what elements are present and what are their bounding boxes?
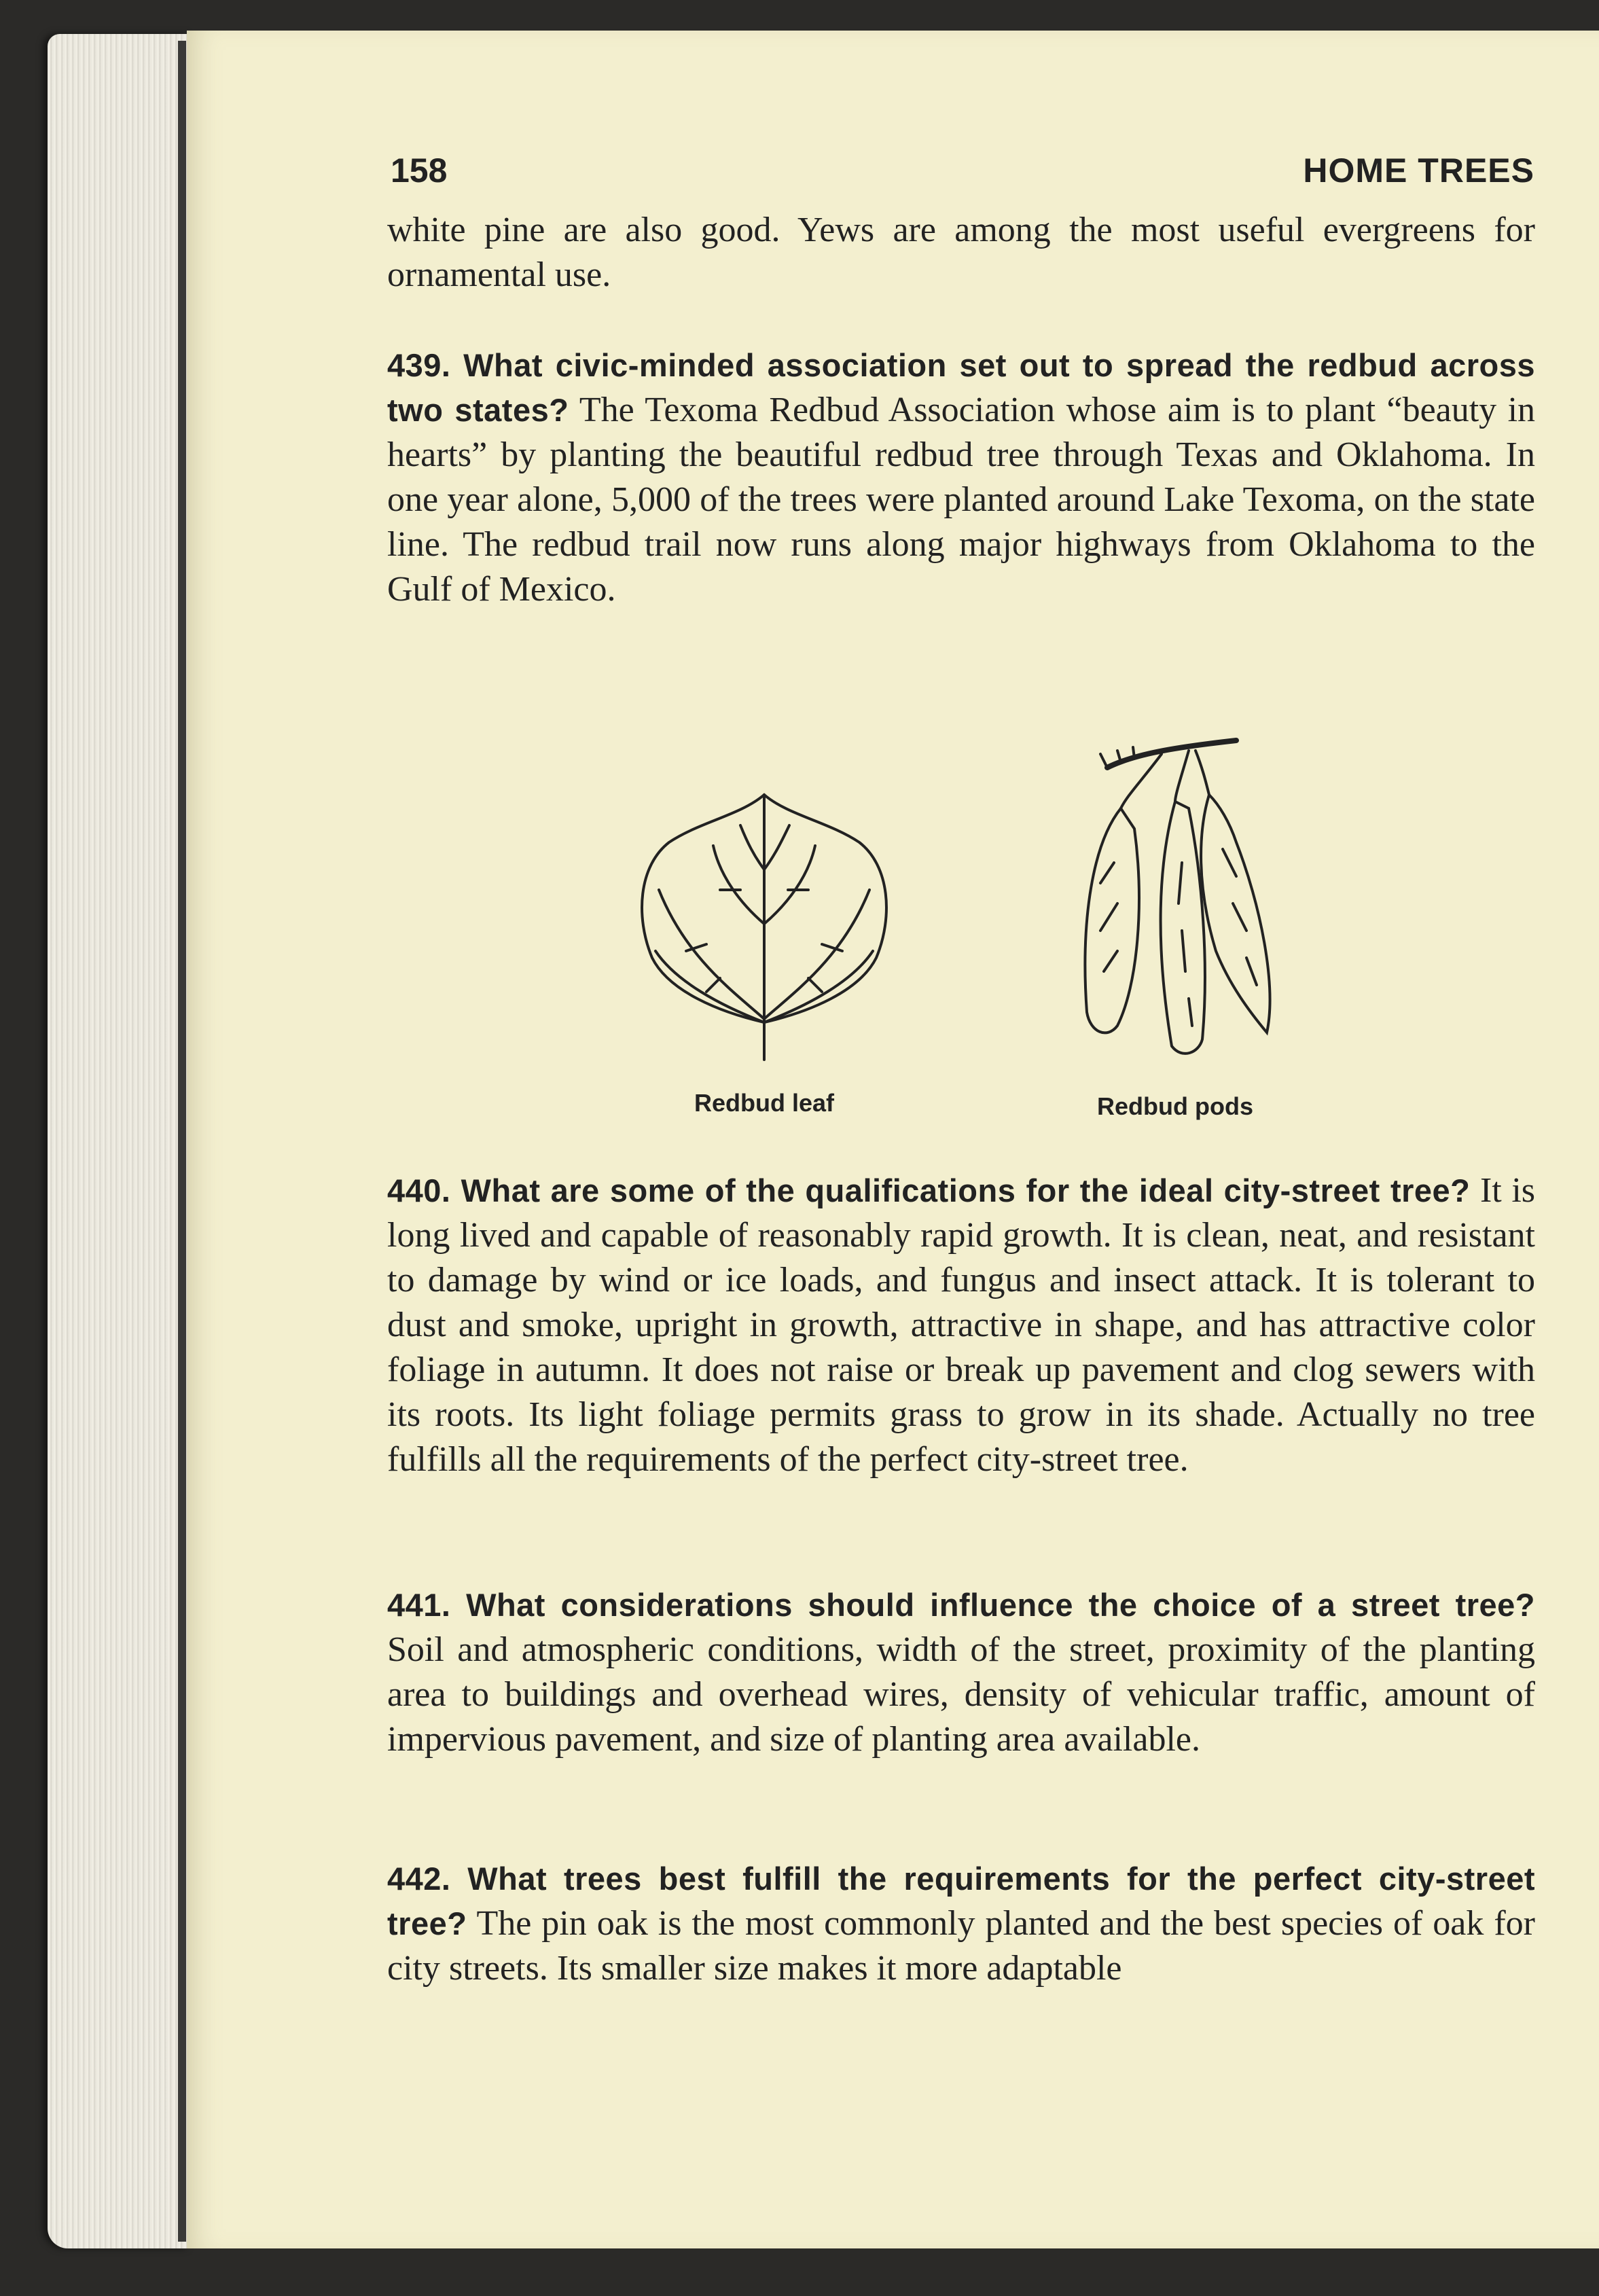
page-edges (48, 34, 190, 2248)
entry-441 (387, 1583, 1535, 1762)
pods-caption: Redbud pods (1097, 1092, 1253, 1120)
continuation-text: white pine are also good. Yews are among the most useful evergreens for ornamental use. (387, 211, 1535, 294)
question-439: 439. What civic-minded association set out to spread the redbud across two states? (387, 347, 1535, 428)
entry-440 (387, 1168, 1535, 1482)
leaf-caption: Redbud leaf (694, 1089, 834, 1117)
answer-441: Soil and atmospheric conditions, width of the street, proximity of the planting area to buildings and overhead wires, density of vehicular traffic, amount of impervious pavement, and size of planting area available. (387, 1630, 1535, 1759)
continuation-paragraph (387, 208, 1535, 298)
entry-439 (387, 343, 1535, 612)
question-440: 440. What are some of the qualifications for the ideal city-street tree? (387, 1172, 1471, 1208)
redbud-pods-illustration (1080, 727, 1277, 1073)
answer-442: The pin oak is the most commonly planted and the best species of oak for city streets. Its smaller size makes it more adaptable (387, 1904, 1536, 1988)
page-gutter (178, 41, 186, 2242)
redbud-leaf-illustration (639, 788, 897, 1066)
entry-442 (387, 1856, 1535, 1991)
question-441: 441. What considerations should influence the choice of a street tree? (387, 1587, 1535, 1623)
answer-440: It is long lived and capable of reasonably rapid growth. It is clean, neat, and resistant to damage by wind or ice loads, and fungus and insect attack. It is tolerant to dust and smoke, upright in growth, attractive in shape, and has attractive color foliage in autumn. It does not raise or break up pavement and clog sewers with its roots. Its light foliage permits grass to grow in its shade. Actually no tree fulfills all the requirements of the perfect city-street tree. (387, 1171, 1536, 1479)
section-title: HOME TREES (1303, 151, 1534, 190)
answer-439: The Texoma Redbud Association whose aim is to plant “beauty in hearts” by planting the beautiful redbud tree through Texas and Oklahoma. In one year alone, 5,000 of the trees were planted around Lake Texoma, on the state line. The redbud trail now runs along major highways from Oklahoma to the Gulf of Mexico. (387, 391, 1536, 609)
question-442: 442. What trees best fulfill the requirements for the perfect city-street tree? (387, 1861, 1535, 1941)
page-number: 158 (391, 151, 448, 190)
